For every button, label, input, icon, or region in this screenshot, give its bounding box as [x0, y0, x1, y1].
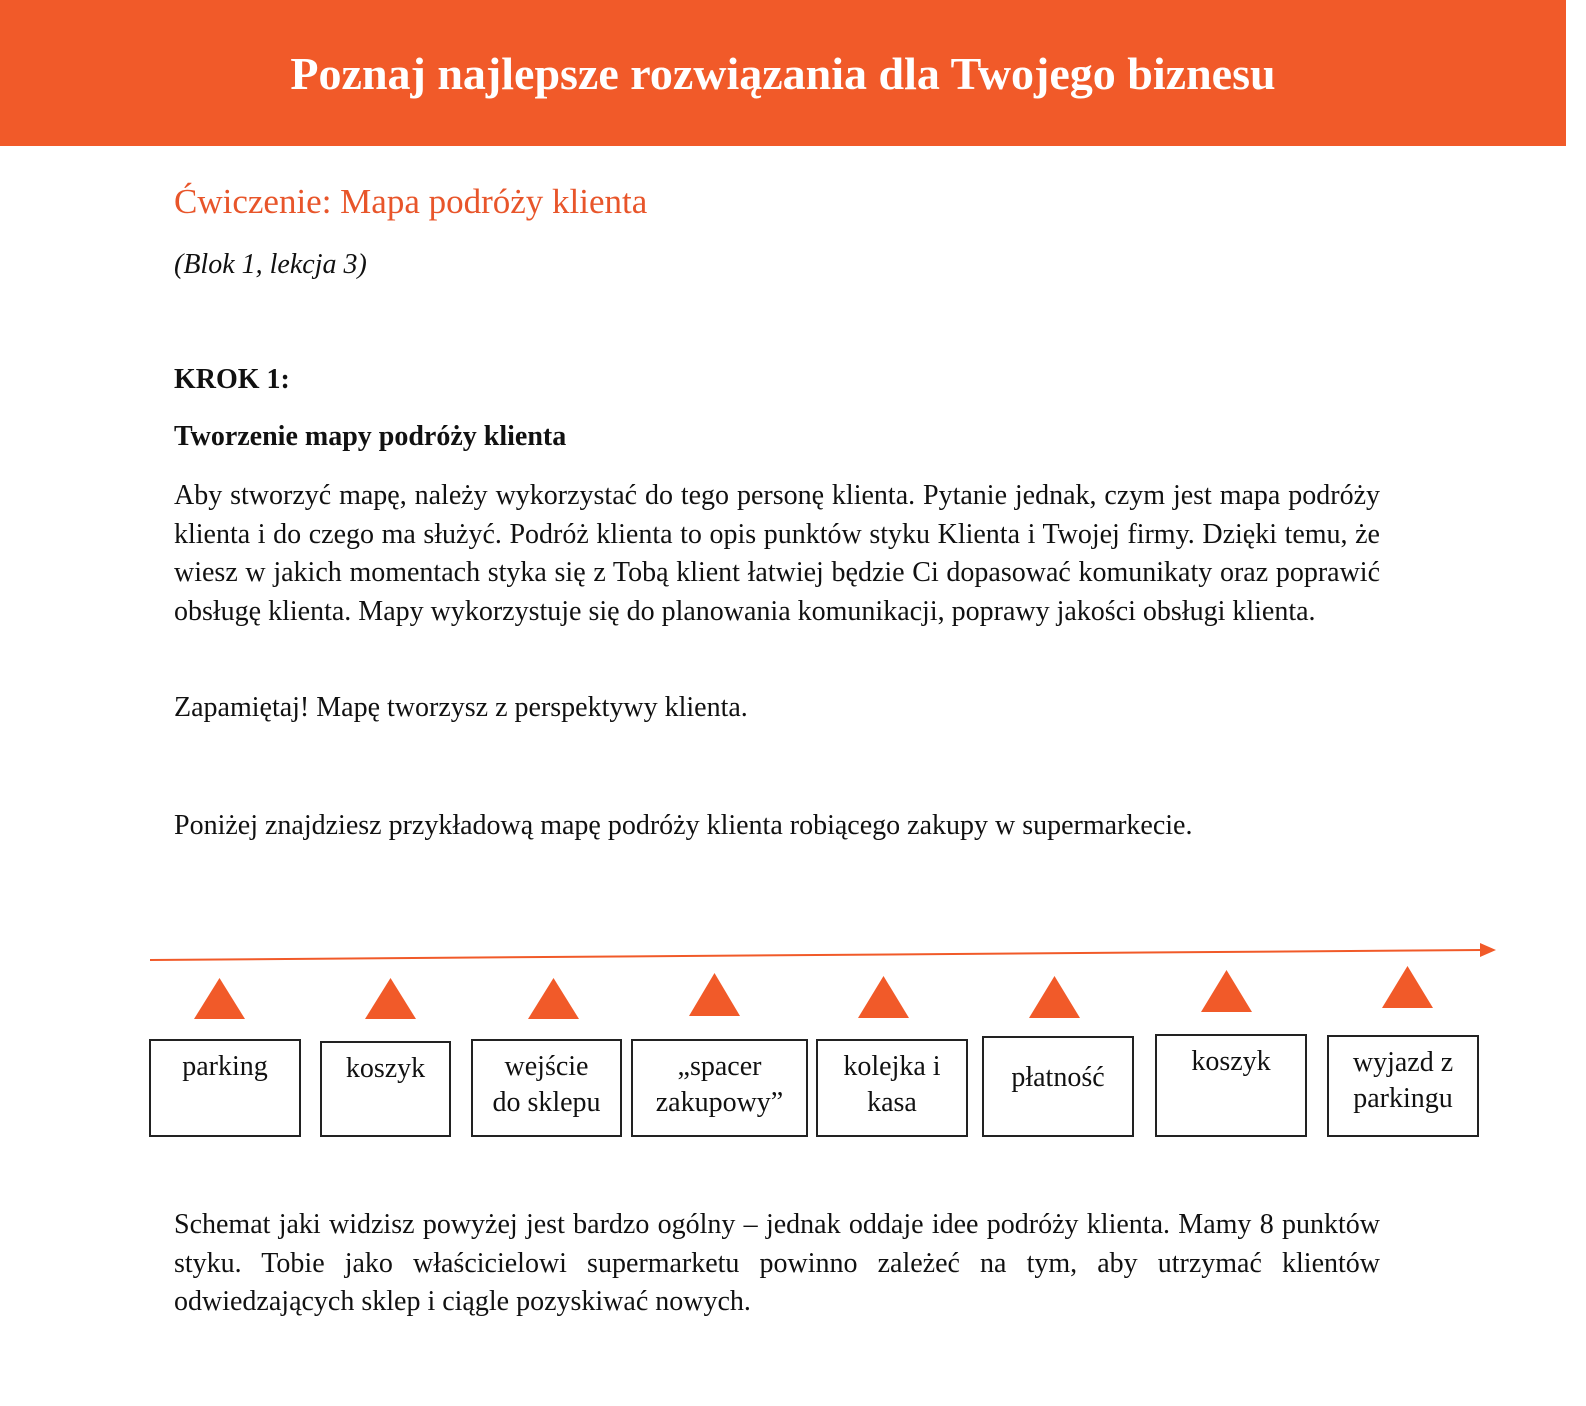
journey-stage-box — [982, 1036, 1134, 1137]
step-label: KROK 1: — [174, 364, 290, 395]
touchpoint-marker-7 — [1201, 970, 1252, 1012]
summary-paragraph: Schemat jaki widzisz powyżej jest bardzo ogólny – jednak oddaje idee podróży klienta. Mamy 8 punktów styku. Tobie jako właścicielowi supermarketu powinno zależeć na tym, aby utrzymać klientów odwiedzających sklep i ciągle pozyskiwać nowych. — [174, 1209, 1380, 1317]
journey-stage-label: wyjazd z parkingu — [1352, 1047, 1454, 1114]
reminder-paragraph: Zapamiętaj! Mapę tworzysz z perspektywy klienta. — [174, 692, 748, 723]
step-heading: Tworzenie mapy podróży klienta — [174, 421, 567, 452]
journey-stage-label: koszyk — [345, 1053, 426, 1084]
journey-stage-box — [320, 1041, 451, 1137]
touchpoint-marker-4 — [689, 973, 740, 1016]
journey-stage-label: płatność — [1011, 1062, 1105, 1093]
exercise-subtitle: (Blok 1, lekcja 3) — [174, 249, 367, 280]
journey-stage-label: kolejka i kasa — [843, 1051, 941, 1118]
touchpoint-marker-6 — [1029, 976, 1080, 1018]
timeline-arrow-line — [150, 950, 1482, 960]
journey-stage-box — [816, 1039, 968, 1137]
touchpoint-marker-3 — [528, 978, 579, 1019]
journey-stage-label: „spacer zakupowy” — [655, 1051, 784, 1118]
page-title: Poznaj najlepsze rozwiązania dla Twojego biznesu — [290, 48, 1276, 99]
touchpoint-marker-1 — [194, 978, 245, 1019]
example-intro: Poniżej znajdziesz przykładową mapę podróży klienta robiącego zakupy w supermarkecie. — [174, 810, 1193, 841]
journey-stage-box — [471, 1039, 622, 1137]
journey-stage-label: wejście do sklepu — [492, 1051, 601, 1118]
journey-stage-box — [1327, 1035, 1479, 1137]
journey-stage-box — [149, 1039, 301, 1137]
touchpoint-marker-8 — [1382, 966, 1433, 1008]
touchpoint-marker-2 — [365, 978, 416, 1019]
intro-paragraph: Aby stworzyć mapę, należy wykorzystać do tego personę klienta. Pytanie jednak, czym jest mapa podróży klienta i do czego ma służyć. Podróż klienta to opis punktów styku Klienta i Twojej firmy. Dzięki temu, że wiesz w jakich momentach styka się z Tobą klient łatwiej będzie Ci dopasować komunikaty oraz poprawić obsługę klienta. Mapy wykorzystuje się do planowania komunikacji, poprawy jakości obsługi klienta. — [174, 480, 1380, 627]
timeline-arrowhead — [1480, 943, 1496, 957]
exercise-title: Ćwiczenie: Mapa podróży klienta — [174, 182, 648, 221]
journey-stage-label: parking — [182, 1051, 268, 1082]
journey-stage-label: koszyk — [1191, 1046, 1271, 1077]
touchpoint-marker-5 — [858, 976, 909, 1018]
journey-stage-box — [631, 1039, 808, 1137]
journey-stage-box — [1155, 1034, 1307, 1137]
